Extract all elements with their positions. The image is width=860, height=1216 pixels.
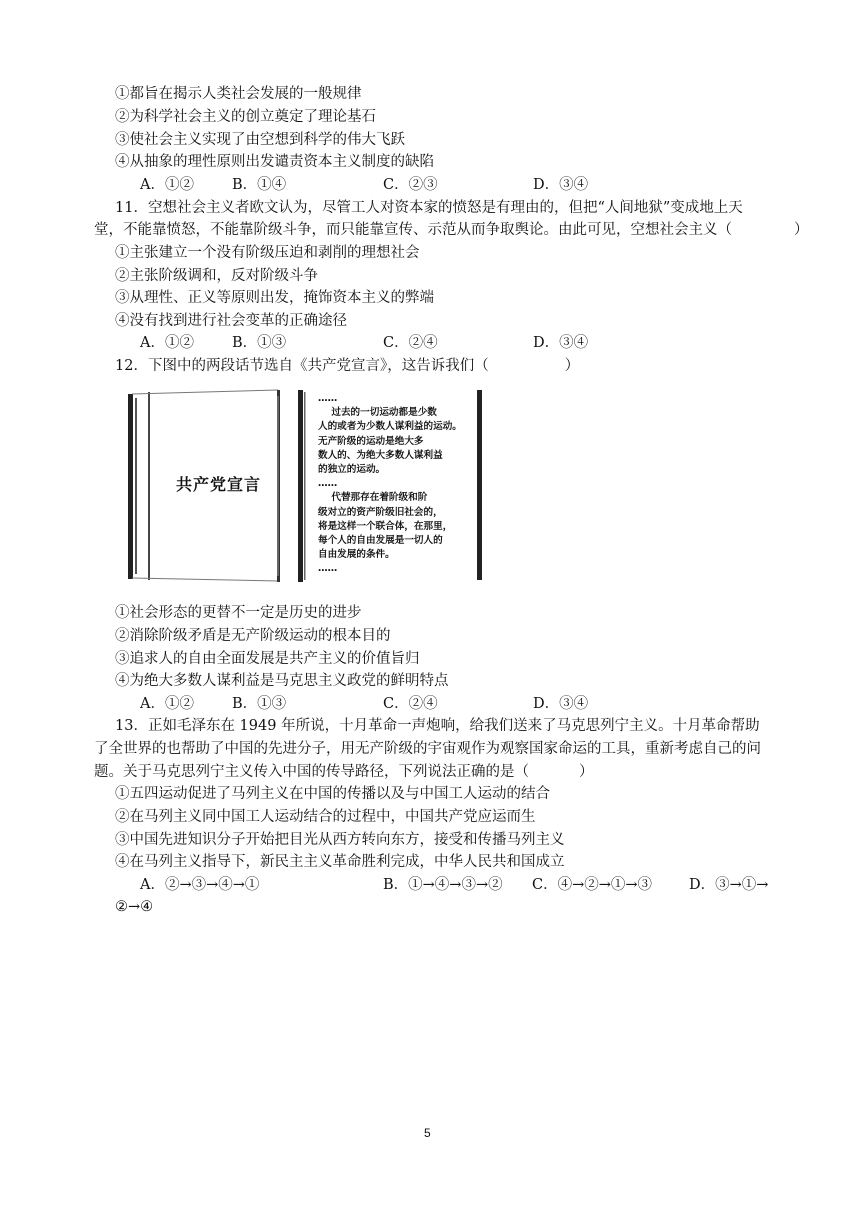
- q10-item-3: ③使社会主义实现了由空想到科学的伟大飞跃: [115, 132, 405, 148]
- q12-stem-text: 12．下图中的两段话节选自《共产党宣言》，这告诉我们（: [115, 358, 489, 374]
- manifesto-excerpt-text: [318, 392, 478, 577]
- q12-item-2: ②消除阶级矛盾是无产阶级运动的根本目的: [115, 628, 391, 644]
- q13-option-a[interactable]: A．②→③→④→①: [140, 877, 260, 893]
- excerpt-line: ……: [318, 393, 338, 404]
- q11-stem-line-2: [94, 220, 809, 240]
- excerpt-line: 每个人的自由发展是一切人的: [318, 535, 443, 547]
- q13-stem-line-3: [94, 762, 594, 782]
- q11-option-a[interactable]: A．①②: [140, 335, 194, 351]
- manifesto-excerpt-page: [296, 388, 488, 584]
- page-number: 5: [424, 1126, 431, 1140]
- q12-item-4: ④为绝大多数人谋利益是马克思主义政党的鲜明特点: [115, 673, 449, 689]
- q13-item-1: ①五四运动促进了马列主义在中国的传播以及与中国工人运动的结合: [115, 786, 550, 802]
- q12-option-c[interactable]: C．②④: [383, 696, 438, 712]
- q10-item-2: ②为科学社会主义的创立奠定了理论基石: [115, 109, 376, 125]
- excerpt-line: 无产阶级的运动是绝大多: [318, 435, 424, 447]
- q11-item-1: ①主张建立一个没有阶级压迫和剥削的理想社会: [115, 245, 420, 261]
- q13-stem-close: ）: [579, 764, 594, 780]
- q10-option-a[interactable]: A．①②: [140, 177, 194, 193]
- q13-option-b[interactable]: B．①→④→③→②: [383, 877, 503, 893]
- excerpt-line: 的独立的运动。: [318, 464, 386, 476]
- q12-option-a[interactable]: A．①②: [140, 696, 194, 712]
- q13-item-3: ③中国先进知识分子开始把目光从西方转向东方，接受和传播马列主义: [115, 832, 565, 848]
- q11-stem-close: ）: [794, 222, 809, 238]
- q10-option-c[interactable]: C．②③: [383, 177, 438, 193]
- manifesto-cover-title: 共产党宣言: [176, 475, 262, 494]
- q12-item-3: ③追求人的自由全面发展是共产主义的价值旨归: [115, 651, 420, 667]
- q12-stem-close: ）: [564, 358, 580, 374]
- q11-option-d[interactable]: D．③④: [533, 335, 589, 351]
- q13-option-d[interactable]: D．③→①→: [689, 877, 769, 893]
- manifesto-cover: [128, 388, 283, 584]
- q10-item-1: ①都旨在揭示人类社会发展的一般规律: [115, 86, 362, 102]
- q13-option-d-wrap[interactable]: ②→④: [115, 899, 154, 915]
- q12-option-d[interactable]: D．③④: [533, 696, 589, 712]
- q13-stem-line-1: 13．正如毛泽东在 1949 年所说，十月革命一声炮响，给我们送来了马克思列宁主义。十月革命帮助: [115, 718, 760, 734]
- q11-stem-text: 堂，不能靠愤怒，不能靠阶级斗争，而只能靠宣传、示范从而争取舆论。由此可见，空想社会主义（: [94, 222, 732, 238]
- excerpt-line: ……: [318, 478, 338, 490]
- q13-stem-text: 题。关于马克思列宁主义传入中国的传导路径，下列说法正确的是（: [94, 764, 529, 780]
- q11-stem-line-1: 11．空想社会主义者欧文认为，尽管工人对资本家的愤怒是有理由的，但把“人间地狱”变成地上天: [115, 200, 743, 216]
- q10-option-b[interactable]: B．①④: [232, 177, 287, 193]
- q10-item-4: ④从抽象的理性原则出发谴责资本主义制度的缺陷: [115, 154, 434, 170]
- excerpt-line: 人的或者为少数人谋利益的运动。: [318, 421, 462, 433]
- excerpt-line: 级对立的资产阶级旧社会的，: [318, 506, 443, 518]
- excerpt-line: 数人的、为绝大多数人谋利益: [318, 449, 443, 461]
- q12-item-1: ①社会形态的更替不一定是历史的进步: [115, 605, 362, 621]
- excerpt-line: ……: [318, 563, 338, 575]
- q10-option-d[interactable]: D．③④: [533, 177, 589, 193]
- q13-item-2: ②在马列主义同中国工人运动结合的过程中，中国共产党应运而生: [115, 809, 536, 825]
- q13-option-c[interactable]: C．④→②→①→③: [532, 877, 653, 893]
- manifesto-figure: [128, 388, 488, 584]
- q12-stem: [115, 356, 579, 376]
- excerpt-line: 过去的一切运动都是少数: [318, 407, 437, 419]
- q13-stem-line-2: 了全世界的也帮助了中国的先进分子，用无产阶级的宇宙观作为观察国家命运的工具，重新考虑自己的问: [94, 741, 761, 757]
- q11-option-b[interactable]: B．①③: [232, 335, 287, 351]
- excerpt-line: 将是这样一个联合体，在那里，: [318, 520, 453, 532]
- excerpt-line: 代替那存在着阶级和阶: [318, 492, 428, 504]
- q11-item-4: ④没有找到进行社会变革的正确途径: [115, 313, 347, 329]
- q13-item-4: ④在马列主义指导下，新民主主义革命胜利完成，中华人民共和国成立: [115, 854, 565, 870]
- q11-item-2: ②主张阶级调和，反对阶级斗争: [115, 268, 318, 284]
- excerpt-line: 自由发展的条件。: [318, 549, 395, 561]
- q12-option-b[interactable]: B．①③: [232, 696, 287, 712]
- q11-option-c[interactable]: C．②④: [383, 335, 438, 351]
- q11-item-3: ③从理性、正义等原则出发，掩饰资本主义的弊端: [115, 290, 434, 306]
